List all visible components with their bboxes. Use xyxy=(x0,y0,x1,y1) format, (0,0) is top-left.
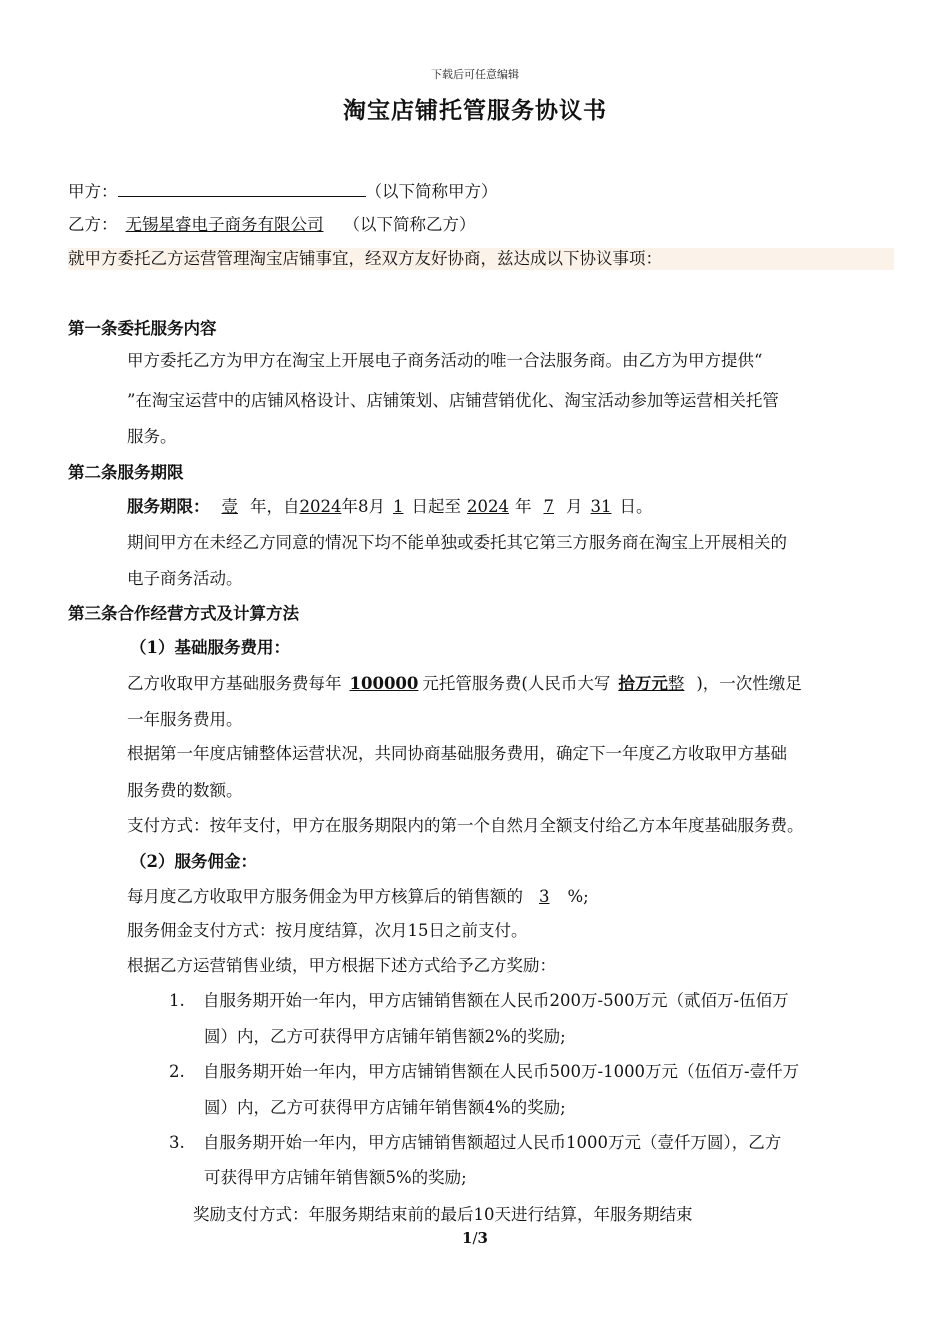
party-a-blank[interactable] xyxy=(118,180,366,197)
term-text-month2: 月 xyxy=(566,497,583,516)
party-a-line xyxy=(68,180,498,203)
reward-item-text: 自服务期开始一年内，甲方店铺销售额在人民币500万-1000万元（伍佰万-壹仟万 xyxy=(203,1062,800,1081)
fee-text-pre: 乙方收取甲方基础服务费每年 xyxy=(127,674,342,693)
negotiate-line-1: 根据第一年度店铺整体运营状况，共同协商基础服务费用，确定下一年度乙方收取甲方基础 xyxy=(127,744,787,763)
negotiate-line-2: 服务费的数额。 xyxy=(127,781,243,800)
commission-text-post: %; xyxy=(567,887,589,906)
commission-text-pre: 每月度乙方收取甲方服务佣金为甲方核算后的销售额的 xyxy=(127,887,523,906)
article-2-line-2: 电子商务活动。 xyxy=(127,569,243,588)
party-b-label: 乙方： xyxy=(68,215,118,234)
term-years: 壹 xyxy=(221,497,238,516)
start-day: 1 xyxy=(393,497,404,516)
current-page: 1 xyxy=(462,1229,473,1247)
start-year: 2024 xyxy=(299,497,342,516)
article-1-heading: 第一条委托服务内容 xyxy=(68,319,217,338)
reward-item-number: 1. xyxy=(169,991,185,1010)
page-separator: / xyxy=(472,1229,478,1247)
payment-method-line: 支付方式：按年支付，甲方在服务期限内的第一个自然月全额支付给乙方本年度基础服务费。 xyxy=(127,816,804,835)
reward-item-text: 自服务期开始一年内，甲方店铺销售额超过人民币1000万元（壹仟万圆），乙方 xyxy=(203,1133,782,1152)
article-1-line-1: 甲方委托乙方为甲方在淘宝上开展电子商务活动的唯一合法服务商。由乙方为甲方提供“ xyxy=(127,351,763,370)
term-text-day-end: 日。 xyxy=(619,497,653,516)
basic-fee-heading: （1）基础服务费用： xyxy=(130,638,290,657)
term-text-year: 年，自 xyxy=(250,497,300,516)
end-day: 31 xyxy=(590,497,612,516)
service-term-line xyxy=(127,496,653,518)
total-pages: 3 xyxy=(477,1229,488,1247)
article-1-line-2: ”在淘宝运营中的店铺风格设计、店铺策划、店铺营销优化、淘宝活动参加等运营相关托管 xyxy=(127,391,779,410)
party-b-suffix: （以下简称乙方） xyxy=(343,215,476,234)
reward-item-1-cont: 圆）内，乙方可获得甲方店铺年销售额2%的奖励; xyxy=(204,1027,566,1046)
commission-line xyxy=(127,886,589,908)
party-a-suffix: （以下简称甲方） xyxy=(365,182,498,201)
basic-fee-line xyxy=(127,673,802,695)
service-term-label: 服务期限： xyxy=(127,497,210,516)
reward-item-3-cont: 可获得甲方店铺年销售额5%的奖励; xyxy=(204,1168,467,1187)
fee-amount: 100000 xyxy=(349,674,419,693)
end-month: 7 xyxy=(543,497,554,516)
reward-item-text: 自服务期开始一年内，甲方店铺销售额在人民币200万-500万元（贰佰万-伍佰万 xyxy=(203,991,789,1010)
article-2-heading: 第二条服务期限 xyxy=(68,463,184,482)
fee-text-mid: 元托管服务费(人民币大写 xyxy=(422,674,611,693)
header-note: 下载后可任意编辑 xyxy=(431,68,519,81)
article-2-line-1: 期间甲方在未经乙方同意的情况下均不能单独或委托其它第三方服务商在淘宝上开展相关的 xyxy=(127,533,787,552)
commission-heading: （2）服务佣金： xyxy=(130,852,257,871)
document-title: 淘宝店铺托管服务协议书 xyxy=(343,97,607,124)
fee-amount-words xyxy=(610,674,696,693)
party-b-line xyxy=(68,214,476,236)
term-text-year2: 年 xyxy=(341,497,358,516)
term-text-month: 月 xyxy=(368,497,385,516)
commission-rate: 3 xyxy=(539,887,550,906)
end-year: 2024 xyxy=(467,497,509,516)
party-a-label: 甲方： xyxy=(68,182,118,201)
reward-item-2-cont: 圆）内，乙方可获得甲方店铺年销售额4%的奖励; xyxy=(204,1098,566,1117)
reward-item-number: 3. xyxy=(169,1133,185,1152)
party-b-name: 无锡星睿电子商务有限公司 xyxy=(125,215,324,234)
reward-payment-line: 奖励支付方式：年服务期结束前的最后10天进行结算，年服务期结束 xyxy=(193,1205,693,1224)
fee-text-post: )，一次性缴足 xyxy=(696,674,802,693)
reward-intro-line: 根据乙方运营销售业绩，甲方根据下述方式给予乙方奖励： xyxy=(127,956,556,975)
article-3-heading: 第三条合作经营方式及计算方法 xyxy=(68,604,299,623)
reward-item-1 xyxy=(169,990,789,1012)
fee-words-suffix: 整 xyxy=(667,674,685,693)
reward-item-3 xyxy=(169,1132,781,1154)
start-month: 8 xyxy=(358,497,369,516)
term-text-year3: 年 xyxy=(515,497,532,516)
basic-fee-line-2: 一年服务费用。 xyxy=(127,710,243,729)
reward-item-2 xyxy=(169,1061,799,1083)
intro-paragraph: 就甲方委托乙方运营管理淘宝店铺事宜，经双方友好协商，兹达成以下协议事项： xyxy=(68,248,894,270)
reward-item-number: 2. xyxy=(169,1062,185,1081)
page-number xyxy=(0,1229,950,1247)
fee-words-bold: 拾万元 xyxy=(618,674,668,693)
article-1-line-3: 服务。 xyxy=(127,427,177,446)
term-text-from-to: 日起至 xyxy=(411,497,461,516)
commission-payment-line: 服务佣金支付方式：按月度结算，次月15日之前支付。 xyxy=(127,921,528,940)
